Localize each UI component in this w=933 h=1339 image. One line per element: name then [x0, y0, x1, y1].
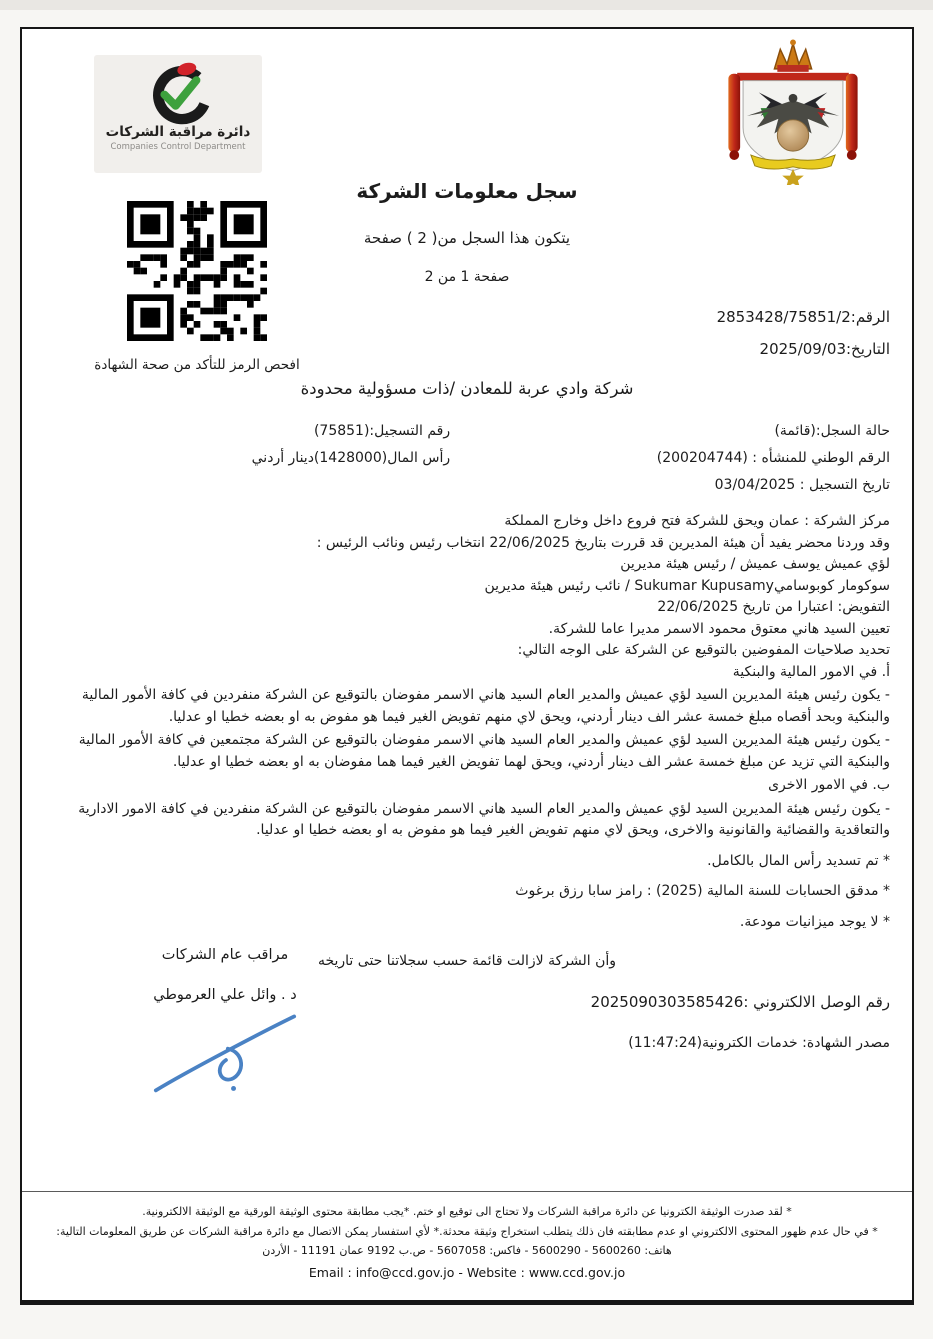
footer-contact: هاتف: 5600260 - 5600290 - فاكس: 5607058 - ص.ب 9192 عمان 11191 - الأردن — [262, 1243, 672, 1257]
certificate-source: مصدر الشهادة: خدمات الكترونية(11:47:24) — [628, 1034, 890, 1051]
footer-notes — [22, 1191, 912, 1300]
field-registration-number: رقم التسجيل:(75851) — [313, 423, 451, 439]
body-note: * مدقق الحسابات للسنة المالية (2025) : رامز سابا رزق برغوث — [515, 883, 890, 899]
logo-title-english: Companies Control Department — [110, 141, 246, 152]
record-pages-line: يتكون هذا السجل من( 2 ) صفحة — [363, 229, 571, 247]
qr-code — [127, 201, 267, 341]
company-fields — [22, 418, 912, 499]
qr-caption: افحص الرمز للتأكد من صحة الشهادة — [94, 357, 300, 373]
field-national-number: الرقم الوطني للمنشأه : (200204744) — [656, 450, 890, 466]
body-paragraph: أ. في الامور المالية والبنكية — [732, 663, 890, 680]
body-note: * تم تسديد رأس المال بالكامل. — [707, 852, 890, 869]
body-paragraph: لؤي عميش يوسف عميش / رئيس هيئة مديرين — [620, 556, 890, 572]
body-paragraph: ب. في الامور الاخرى — [768, 777, 890, 793]
field-capital: رأس المال(1428000)دينار أردني — [251, 450, 451, 466]
body-paragraph: مركز الشركة : عمان ويحق للشركة فتح فروع داخل وخارج المملكة — [504, 513, 890, 529]
logo-title-arabic: دائرة مراقبة الشركات — [105, 124, 251, 140]
electronic-receipt-number: رقم الوصل الالكتروني :2025090303585426 — [590, 992, 890, 1011]
body-paragraph: - يكون رئيس هيئة المديرين السيد لؤي عميش والمدير العام السيد هاني الاسمر مفوضان بالتوقيع عن الشركة مجتمعين في كافة الأمور المالية والبنكية التي تزيد عن مبلغ خمسة عشر الف دينار أردني، ويحق لهما تفويض الغير فيما هما مفوضان به او بعضه خطيا او عدليا. — [78, 732, 890, 770]
signature-icon — [140, 1007, 310, 1097]
body-paragraph: سوكومار كوبوساميSukumar Kupusamy / نائب رئيس هيئة مديرين — [484, 577, 890, 594]
signatory-name: د . وائل علي العرموطي — [153, 987, 297, 1003]
body-closing-line: وأن الشركة لازالت قائمة حسب سجلاتنا حتى تاريخه — [317, 953, 617, 969]
certificate-page — [20, 27, 914, 1305]
body-paragraph: تحديد صلاحيات المفوضين بالتوقيع عن الشركة على الوجه التالي: — [517, 642, 890, 658]
field-registration-date: تاريخ التسجيل : 03/04/2025 — [714, 477, 890, 493]
body-note: * لا يوجد ميزانيات مودعة. — [739, 913, 890, 930]
field-record-status: حالة السجل:(قائمة) — [774, 423, 890, 439]
body-paragraph: تعيين السيد هاني معتوق محمود الاسمر مديرا عاما للشركة. — [548, 620, 890, 637]
ccd-logo-icon — [118, 61, 238, 125]
field-empty — [44, 472, 450, 499]
signatory-title: مراقب عام الشركات — [161, 947, 289, 963]
jordan-coat-of-arms-icon — [700, 37, 886, 185]
body-paragraph: وقد وردنا محضر يفيد أن هيئة المديرين قد قررت بتاريخ 22/06/2025 انتخاب رئيس ونائب الرئيس : — [316, 534, 890, 551]
signatory-block — [100, 947, 350, 1097]
body-paragraph: - يكون رئيس هيئة المديرين السيد لؤي عميش والمدير العام السيد هاني الاسمر مفوضان بالتوقيع عن الشركة منفردين في كافة الأمور المالية والبنكية وبحد أقصاه مبلغ خمسة عشر الف دينار أردني، ويحق لاي منهم تفويض الغير فيما هو مفوض به او بعضه خطيا او عدليا. — [81, 687, 890, 725]
page-edge-strip — [0, 0, 933, 10]
page-title: سجل معلومات الشركة — [356, 179, 578, 203]
body-paragraph: - يكون رئيس هيئة المديرين السيد لؤي عميش والمدير العام السيد هاني الاسمر مفوضان بالتوقيع عن الشركة منفردين في كافة الامور الادارية والتعاقدية والقضائية والقانونية والاخرى، ويحق لاي منهم تفويض الغير فيما هو مفوض به او بعضه خطيا او عدليا. — [78, 800, 890, 838]
company-name: شركة وادي عربة للمعادن /ذات مسؤولية محدودة — [300, 379, 634, 398]
page-number-line: صفحة 1 من 2 — [424, 269, 510, 285]
ccd-logo — [94, 55, 262, 173]
record-date: التاريخ:2025/09/03 — [759, 340, 890, 358]
body-text — [22, 511, 912, 973]
record-number: الرقم:2853428/75851/2 — [716, 308, 890, 326]
footer-email-website: Email : info@ccd.gov.jo - Website : www.ccd.gov.jo — [308, 1265, 626, 1281]
footer-note: * لقد صدرت الوثيقة الكترونيا عن دائرة مراقبة الشركات ولا تحتاج الى توقيع او ختم. *يجب مطابقة محتوى الوثيقة الورقية مع الوثيقة الالكترونية. — [142, 1205, 792, 1219]
footer-note: * في حال عدم ظهور المحتوى الالكتروني او عدم مطابقته فان ذلك يتطلب استخراج وثيقة محدثة.* لأي استفسار يمكن الاتصال مع دائرة مراقبة الشركات عن طريق المعلومات التالية: — [56, 1224, 878, 1238]
body-paragraph: التفويض: اعتبارا من تاريخ 22/06/2025 — [657, 599, 890, 615]
